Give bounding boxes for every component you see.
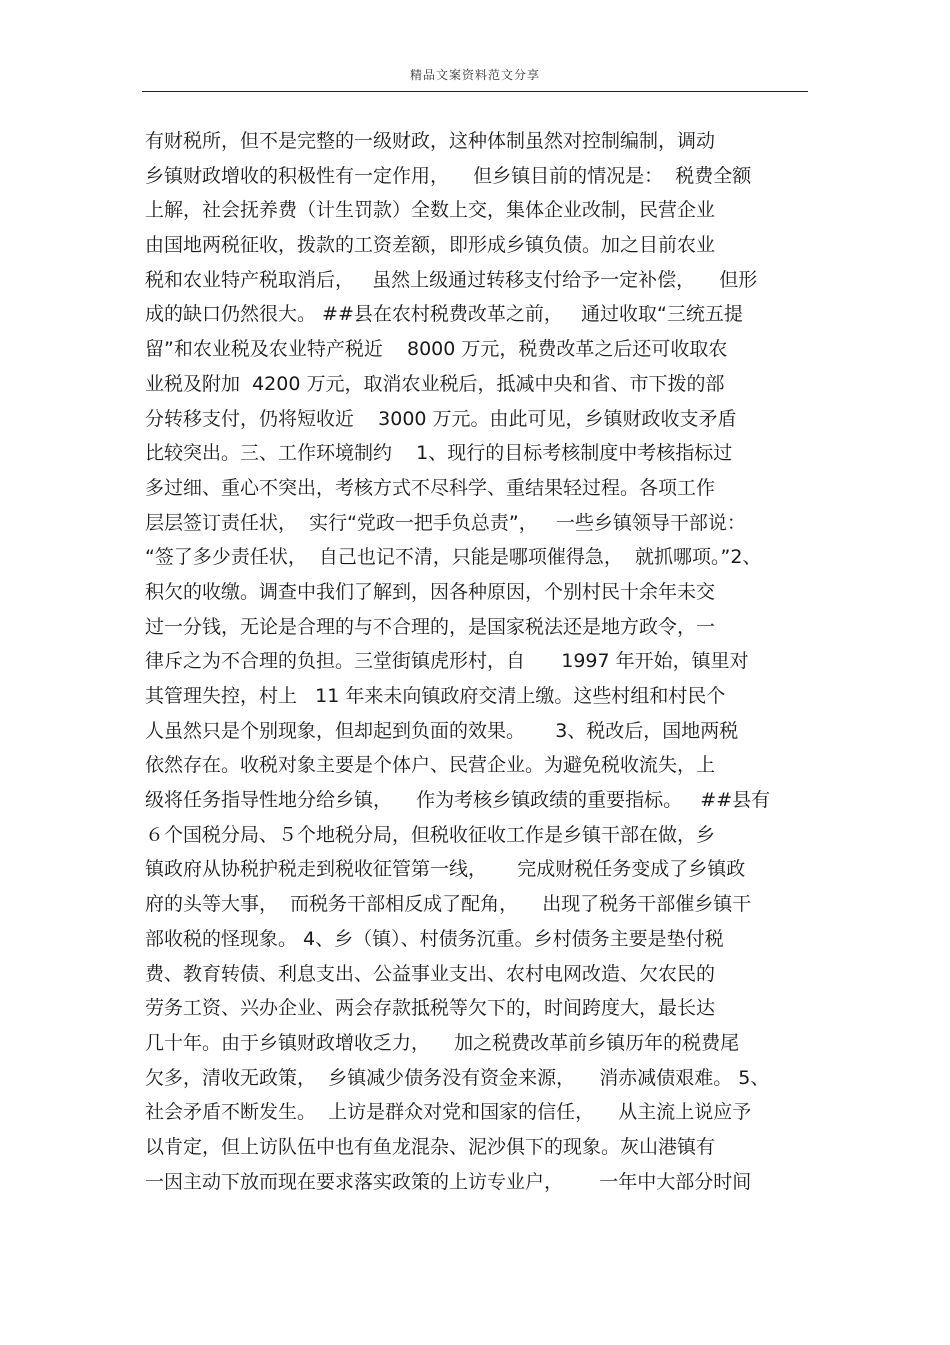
body-line: 府的头等大事， 而税务干部相反成了配角， 出现了税务干部催乡镇干 — [145, 893, 752, 916]
body-line: 以肯定，但上访队伍中也有鱼龙混杂、泥沙俱下的现象。灰山港镇有 — [145, 1135, 716, 1158]
header-divider — [142, 91, 808, 92]
body-line: 积欠的收缴。调查中我们了解到，因各种原因，个别村民十余年未交 — [145, 580, 716, 603]
body-line: 费、教育转债、利息支出、公益事业支出、农村电网改造、欠农民的 — [145, 962, 716, 985]
body-line: 上解，社会抚养费（计生罚款）全数上交，集体企业改制，民营企业 — [145, 199, 716, 222]
body-line: 分转移支付，仍将短收近 3000 万元。由此可见，乡镇财政收支矛盾 — [145, 407, 737, 430]
body-line: “签了多少责任状， 自己也记不清，只能是哪项催得急， 就抓哪项。”2、 — [145, 546, 762, 569]
body-line: 业税及附加 4200 万元，取消农业税后，抵减中央和省、市下拨的部 — [145, 372, 725, 395]
body-line: 欠多，清收无政策， 乡镇减少债务没有资金来源， 消赤减债艰难。 5、 — [145, 1066, 770, 1089]
body-line: 依然存在。收税对象主要是个体户、民营企业。为避免税收流失，上 — [145, 754, 716, 777]
body-line: 由国地两税征收，拨款的工资差额，即形成乡镇负债。加之目前农业 — [145, 234, 716, 257]
body-line: 税和农业特产税取消后， 虽然上级通过转移支付给予一定补偿， 但形 — [145, 268, 758, 291]
body-line: 劳务工资、兴办企业、两会存款抵税等欠下的，时间跨度大，最长达 — [145, 997, 716, 1020]
body-line: 部收税的怪现象。 4、乡（镇）、村债务沉重。乡村债务主要是垫付税 — [145, 927, 724, 950]
document-body — [145, 124, 825, 1199]
body-line: 层层签订责任状， 实行“党政一把手负总责”， 一些乡镇领导干部说： — [145, 511, 746, 534]
body-line: 人虽然只是个别现象，但却起到负面的效果。 3、税改后，国地两税 — [145, 719, 739, 742]
body-line: 一因主动下放而现在要求落实政策的上访专业户， 一年中大部分时间 — [145, 1170, 752, 1193]
body-line: 比较突出。三、工作环境制约 1、现行的目标考核制度中考核指标过 — [145, 442, 733, 465]
body-line: 级将任务指导性地分给乡镇， 作为考核乡镇政绩的重要指标。 ##县有 — [145, 789, 771, 812]
body-line: 留”和农业税及农业特产税近 8000 万元，税费改革之后还可收取农 — [145, 338, 728, 361]
body-line: 过一分钱，无论是合理的与不合理的，是国家税法还是地方政令，一 — [145, 615, 716, 638]
body-line: 镇政府从协税护税走到税收征管第一线， 完成财税任务变成了乡镇政 — [145, 858, 746, 881]
body-line: 其管理失控，村上 11 年来未向镇政府交清上缴。这些村组和村民个 — [145, 685, 726, 707]
body-line: ６个国税分局、５个地税分局，但税收征收工作是乡镇干部在做，乡 — [145, 823, 716, 846]
body-line: 成的缺口仍然很大。 ##县在农村税费改革之前， 通过收取“三统五提 — [145, 303, 743, 326]
body-line: 社会矛盾不断发生。 上访是群众对党和国家的信任， 从主流上说应予 — [145, 1101, 752, 1124]
body-line: 乡镇财政增收的积极性有一定作用， 但乡镇目前的情况是： 税费全额 — [145, 164, 752, 187]
body-line: 律斥之为不合理的负担。三堂街镇虎形村，自 1997 年开始，镇里对 — [145, 650, 749, 673]
body-line: 多过细、重心不突出，考核方式不尽科学、重结果轻过程。各项工作 — [145, 476, 716, 499]
body-line: 几十年。由于乡镇财政增收乏力， 加之税费改革前乡镇历年的税费尾 — [145, 1031, 740, 1054]
body-line: 有财税所，但不是完整的一级财政，这种体制虽然对控制编制，调动 — [145, 130, 716, 152]
page-header-title: 精品文案资料范文分享 — [409, 68, 540, 82]
